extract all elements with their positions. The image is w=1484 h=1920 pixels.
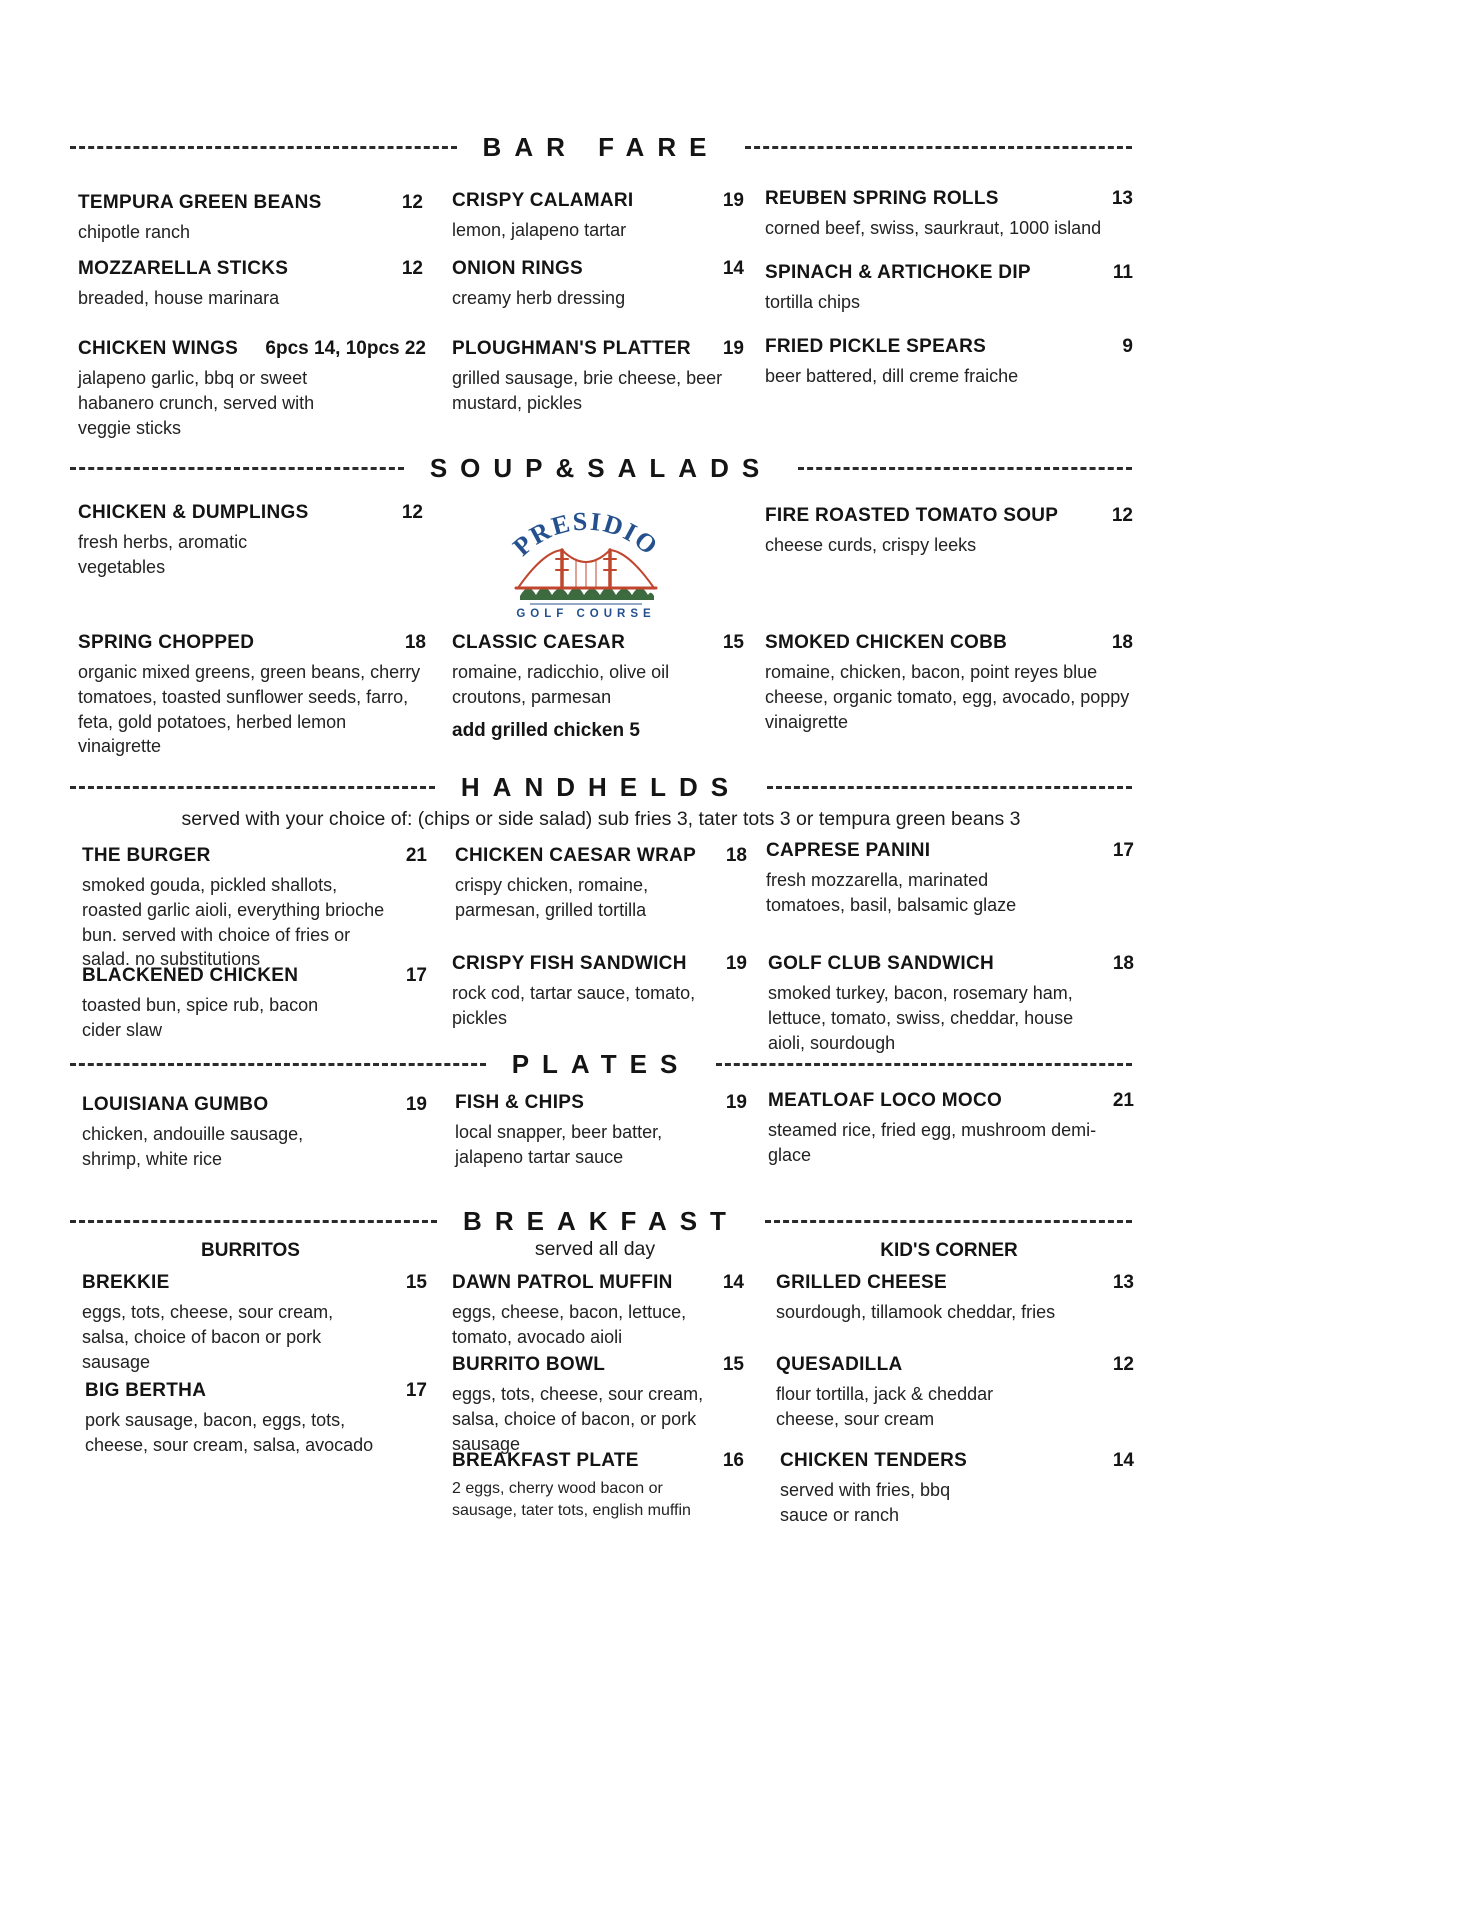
item-name: PLOUGHMAN'S PLATTER [452,338,691,359]
menu-item-crispy-fish-sandwich [452,953,747,1031]
item-price: 19 [722,190,744,211]
menu-item-big-bertha [85,1380,427,1458]
item-price: 6pcs 14, 10pcs 22 [265,338,426,359]
item-price: 11 [1112,262,1133,283]
item-name: MEATLOAF LOCO MOCO [768,1090,1003,1111]
item-name: CHICKEN CAESAR WRAP [455,845,697,866]
item-description: tortilla chips [765,292,861,312]
logo-graphic [496,488,676,620]
item-name: THE BURGER [82,845,211,866]
item-name: FISH & CHIPS [455,1092,585,1113]
item-description: local snapper, beer batter, jalapeno tartar sauce [455,1122,663,1167]
item-name: CHICKEN & DUMPLINGS [78,502,309,523]
item-price: 14 [722,258,744,279]
menu-item-quesadilla [776,1354,1134,1432]
item-price: 19 [725,953,747,974]
item-price: 15 [722,632,744,653]
menu-item-dawn-patrol-muffin [452,1272,744,1350]
menu-item-tempura-green-beans [78,192,423,245]
section-title: PLATES [511,1049,691,1079]
item-price: 19 [725,1092,747,1113]
section-header-soup-salads [70,453,1132,484]
menu-item-caprese-panini [766,840,1134,918]
menu-item-crispy-calamari [452,190,744,243]
item-name: LOUISIANA GUMBO [82,1094,269,1115]
item-price: 18 [725,845,747,866]
menu-item-the-burger [82,845,427,972]
item-price: 9 [1122,336,1133,357]
item-description: toasted bun, spice rub, bacon cider slaw [82,995,319,1040]
section-title: HANDHELDS [460,772,742,802]
item-name: CHICKEN TENDERS [780,1450,968,1471]
item-name: MOZZARELLA STICKS [78,258,289,279]
item-name: CHICKEN WINGS [78,338,239,359]
menu-item-reuben-spring-rolls [765,188,1133,241]
section-title: BAR FARE [482,132,720,162]
item-description: eggs, tots, cheese, sour cream, salsa, choice of bacon or pork sausage [82,1302,334,1372]
dashed-divider [767,786,1132,789]
item-name: TEMPURA GREEN BEANS [78,192,322,213]
item-description: steamed rice, fried egg, mushroom demi-glace [768,1120,1097,1165]
item-price: 18 [1112,953,1134,974]
item-description: chipotle ranch [78,222,191,242]
menu-item-ploughmans-platter [452,338,744,416]
item-price: 14 [722,1272,744,1293]
item-name: GOLF CLUB SANDWICH [768,953,994,974]
dashed-divider [70,1220,437,1223]
menu-item-chicken-tenders [780,1450,1134,1528]
menu-item-grilled-cheese [776,1272,1134,1325]
dashed-divider [70,786,435,789]
item-description: crispy chicken, romaine, parmesan, grilled tortilla [455,875,649,920]
menu-item-breakfast-plate [452,1450,744,1523]
item-price: 12 [1111,505,1133,526]
item-price: 16 [722,1450,744,1471]
item-description: romaine, radicchio, olive oil croutons, parmesan [452,662,670,707]
item-name: BREKKIE [82,1272,170,1293]
item-name: FRIED PICKLE SPEARS [765,336,987,357]
presidio-golf-course-logo [496,488,676,620]
section-title: BREAKFAST [463,1206,739,1236]
item-name: ONION RINGS [452,258,584,279]
section-header-handhelds [70,772,1132,803]
menu-item-onion-rings [452,258,744,311]
item-price: 15 [405,1272,427,1293]
menu-item-meatloaf-loco-moco [768,1090,1134,1168]
item-description: served with fries, bbq sauce or ranch [780,1480,951,1525]
golden-gate-bridge-icon [516,550,656,588]
menu-item-fried-pickle-spears [765,336,1133,389]
item-description: pork sausage, bacon, eggs, tots, cheese, sour cream, salsa, avocado [85,1410,374,1455]
item-price: 21 [405,845,427,866]
item-price: 17 [1112,840,1134,861]
menu-item-blackened-chicken [82,965,427,1043]
item-name: BLACKENED CHICKEN [82,965,299,986]
section-header-bar-fare [70,132,1132,163]
item-name: REUBEN SPRING ROLLS [765,188,999,209]
menu-item-smoked-chicken-cobb [765,632,1133,734]
item-description: smoked gouda, pickled shallots, roasted garlic aioli, everything brioche bun. served with choice of fries or salad. no substitutions [82,875,385,970]
dashed-divider [798,467,1132,470]
item-description: jalapeno garlic, bbq or sweet habanero crunch, served with veggie sticks [78,368,315,438]
item-description: corned beef, swiss, saurkraut, 1000 island [765,218,1102,238]
item-description: romaine, chicken, bacon, point reyes blue cheese, organic tomato, egg, avocado, poppy vinaigrette [765,662,1130,732]
group-label-burritos: BURRITOS [201,1240,300,1261]
item-price: 17 [405,965,427,986]
menu-item-chicken-dumplings [78,502,423,580]
item-description: eggs, cheese, bacon, lettuce, tomato, avocado aioli [452,1302,687,1347]
item-price: 15 [722,1354,744,1375]
item-name: CRISPY CALAMARI [452,190,634,211]
item-name: BIG BERTHA [85,1380,207,1401]
item-description: cheese curds, crispy leeks [765,535,977,555]
item-name: DAWN PATROL MUFFIN [452,1272,673,1293]
section-title: SOUP&SALADS [429,453,773,483]
group-label-kids-corner: KID'S CORNER [880,1240,1018,1261]
handhelds-note: served with your choice of: (chips or side salad) sub fries 3, tater tots 3 or tempura green beans 3 [181,808,1021,830]
item-price: 12 [1112,1354,1134,1375]
item-description: sourdough, tillamook cheddar, fries [776,1302,1056,1322]
item-description: flour tortilla, jack & cheddar cheese, sour cream [776,1384,994,1429]
item-price: 14 [1112,1450,1134,1471]
dashed-divider [745,146,1132,149]
item-name: GRILLED CHEESE [776,1272,947,1293]
item-price: 13 [1111,188,1133,209]
item-description: grilled sausage, brie cheese, beer mustard, pickles [452,368,723,413]
item-description: creamy herb dressing [452,288,626,308]
menu-item-fish-and-chips [455,1092,747,1170]
item-addon: add grilled chicken 5 [452,719,640,741]
menu-item-classic-caesar [452,632,744,742]
dashed-divider [716,1063,1132,1066]
item-description: breaded, house marinara [78,288,280,308]
item-description: chicken, andouille sausage, shrimp, white rice [82,1124,304,1169]
item-description: organic mixed greens, green beans, cherry tomatoes, toasted sunflower seeds, farro, feta, gold potatoes, herbed lemon vinaigrette [78,662,421,757]
item-name: CAPRESE PANINI [766,840,931,861]
item-price: 13 [1112,1272,1134,1293]
item-price: 12 [401,258,423,279]
item-name: CRISPY FISH SANDWICH [452,953,687,974]
item-description: smoked turkey, bacon, rosemary ham, lettuce, tomato, swiss, cheddar, house aioli, sourdough [768,983,1074,1053]
logo-subtext: GOLF COURSE [516,608,656,620]
menu-item-louisiana-gumbo [82,1094,427,1172]
item-name: FIRE ROASTED TOMATO SOUP [765,505,1059,526]
item-price: 19 [405,1094,427,1115]
menu-item-chicken-wings [78,338,426,440]
logo-arc-text: PRESIDIO [507,506,665,562]
menu-item-mozzarella-sticks [78,258,423,311]
item-price: 18 [404,632,426,653]
item-price: 17 [405,1380,427,1401]
menu-item-golf-club-sandwich [768,953,1134,1055]
item-description: fresh herbs, aromatic vegetables [78,532,248,577]
item-name: SMOKED CHICKEN COBB [765,632,1008,653]
menu-item-fire-roasted-tomato-soup [765,505,1133,558]
menu-item-spinach-artichoke-dip [765,262,1133,315]
item-price: 18 [1111,632,1133,653]
item-description: 2 eggs, cherry wood bacon or sausage, tater tots, english muffin [452,1480,691,1520]
dashed-divider [765,1220,1132,1223]
item-name: BREAKFAST PLATE [452,1450,639,1471]
menu-item-spring-chopped [78,632,426,759]
dashed-divider [70,467,404,470]
dashed-divider [70,146,457,149]
item-description: rock cod, tartar sauce, tomato, pickles [452,983,696,1028]
menu-item-burrito-bowl [452,1354,744,1456]
item-name: CLASSIC CAESAR [452,632,626,653]
item-description: lemon, jalapeno tartar [452,220,627,240]
menu-item-brekkie [82,1272,427,1374]
item-price: 12 [401,502,423,523]
item-name: BURRITO BOWL [452,1354,606,1375]
menu-item-chicken-caesar-wrap [455,845,747,923]
item-name: SPINACH & ARTICHOKE DIP [765,262,1031,283]
item-name: QUESADILLA [776,1354,903,1375]
dashed-divider [70,1063,486,1066]
section-header-plates [70,1049,1132,1080]
item-price: 12 [401,192,423,213]
item-price: 19 [722,338,744,359]
item-description: fresh mozzarella, marinated tomatoes, basil, balsamic glaze [766,870,1017,915]
section-header-breakfast [70,1206,1132,1237]
item-description: beer battered, dill creme fraiche [765,366,1019,386]
item-price: 21 [1112,1090,1134,1111]
item-name: SPRING CHOPPED [78,632,255,653]
breakfast-subtitle: served all day [534,1238,656,1260]
item-description: eggs, tots, cheese, sour cream, salsa, choice of bacon, or pork sausage [452,1384,704,1454]
